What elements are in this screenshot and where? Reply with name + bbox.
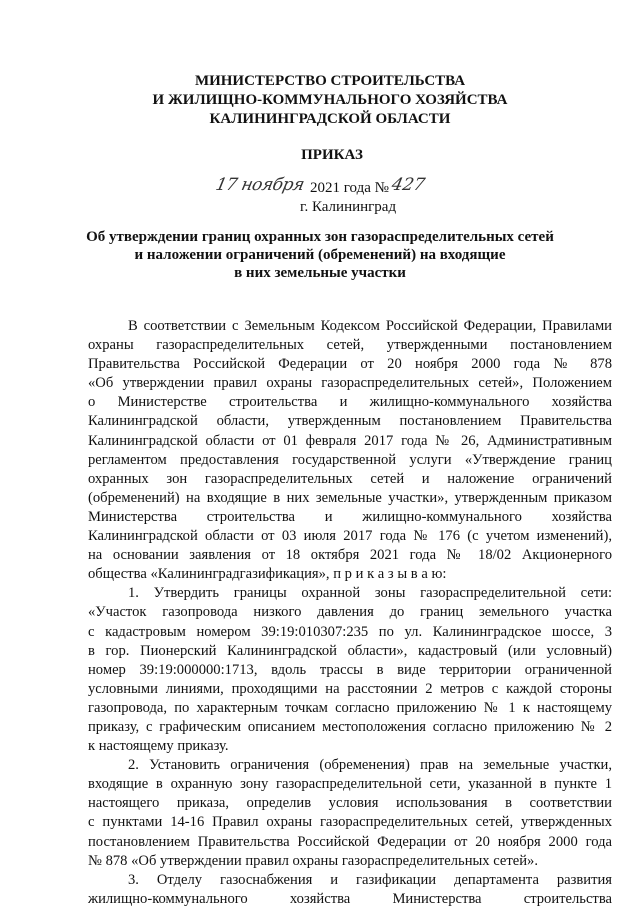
handwritten-date: 17 ноября bbox=[213, 175, 306, 195]
body-line: (обременений) на входящие в них земельные участки», утвержденным приказом bbox=[88, 489, 612, 506]
handwritten-number: 427 bbox=[389, 175, 427, 195]
city: г. Калининград bbox=[300, 199, 397, 215]
body-line: входящие в охранную зону газораспределительной сети, указанной в пункте 1 bbox=[88, 776, 612, 793]
body-line: общества «Калининградгазификация», п р и к а з ы в а ю: bbox=[88, 566, 447, 583]
body-line: охраны газораспределительных сетей, утвержденными постановлением bbox=[88, 337, 612, 354]
body-line: к настоящему приказу. bbox=[88, 738, 229, 755]
body-line: Правительства Российской Федерации от 20 ноября 2000 года № 878 bbox=[88, 356, 612, 373]
body-line: 3. Отделу газоснабжения и газификации департамента развития bbox=[128, 871, 612, 888]
body-line: с пунктами 14-16 Правил охраны газораспределительных сетей, утвержденных bbox=[88, 814, 612, 831]
order-body bbox=[88, 317, 612, 909]
body-line: жилищно-коммунального хозяйства Министерства строительства bbox=[88, 890, 612, 907]
body-line: условными линиями, проходящими на расстоянии 2 метров с каждой стороны bbox=[88, 680, 612, 697]
body-line: Калининградской области от 01 февраля 2017 года № 26, Административным bbox=[88, 432, 612, 449]
body-line: постановлением Правительства Российской Федерации от 20 ноября 2000 года bbox=[88, 833, 612, 850]
body-line: приказу, с графическим описанием местоположения согласно приложению № 2 bbox=[88, 718, 612, 735]
body-line: с кадастровым номером 39:19:010307:235 по ул. Калининградское шоссе, 3 bbox=[88, 623, 612, 640]
body-line: о Министерстве строительства и жилищно-коммунального хозяйства bbox=[88, 394, 612, 411]
subject-line: и наложении ограничений (обременений) на входящие bbox=[134, 247, 506, 263]
ministry-line: И ЖИЛИЩНО-КОММУНАЛЬНОГО ХОЗЯЙСТВА bbox=[152, 92, 508, 108]
body-line: № 878 «Об утверждении правил охраны газораспределительных сетей». bbox=[88, 852, 538, 869]
subject-line: Об утверждении границ охранных зон газораспределительных сетей bbox=[86, 229, 554, 245]
body-line: в гор. Пионерский Калининградской области», кадастровый (или условный) bbox=[88, 642, 612, 659]
ministry-header bbox=[10, 72, 640, 129]
body-line: 2. Установить ограничения (обременения) прав на земельные участки, bbox=[128, 757, 612, 774]
body-line: «Об утверждении правил охраны газораспределительных сетей», Положением bbox=[88, 375, 612, 392]
body-line: Калининградской области, утвержденным постановлением Правительства bbox=[88, 413, 612, 430]
body-line: регламентом предоставления государственной услуги «Утверждение границ bbox=[88, 451, 612, 468]
body-line: настоящего приказа, определив условия использования в соответствии bbox=[88, 795, 612, 812]
body-line: «Участок газопровода низкого давления до границ земельного участка bbox=[88, 604, 612, 621]
subject-line: в них земельные участки bbox=[234, 265, 406, 281]
body-line: охранных зон газораспределительных сетей и наложение ограничений bbox=[88, 470, 612, 487]
document-type: ПРИКАЗ bbox=[301, 147, 363, 163]
year-text: 2021 года № bbox=[310, 180, 389, 196]
body-line: газопровода, по характерным точкам согласно приложению № 1 к настоящему bbox=[88, 699, 612, 716]
body-line: Калининградской области от 03 июля 2017 года № 176 (с учетом изменений), bbox=[88, 528, 612, 545]
date-line bbox=[0, 175, 640, 219]
ministry-line: КАЛИНИНГРАДСКОЙ ОБЛАСТИ bbox=[209, 111, 451, 127]
order-subject bbox=[0, 228, 640, 282]
body-line: В соответствии с Земельным Кодексом Российской Федерации, Правилами bbox=[128, 318, 612, 334]
body-line: номер 39:19:000000:1713, вдоль трассы в виде территории ограниченной bbox=[88, 661, 612, 678]
ministry-line: МИНИСТЕРСТВО СТРОИТЕЛЬСТВА bbox=[194, 73, 466, 89]
body-line: на основании заявления от 18 октября 2021 года № 18/02 Акционерного bbox=[88, 547, 612, 564]
body-line: 1. Утвердить границы охранной зоны газораспределительной сети: bbox=[128, 585, 612, 602]
body-line: Министерства строительства и жилищно-коммунального хозяйства bbox=[88, 508, 612, 525]
